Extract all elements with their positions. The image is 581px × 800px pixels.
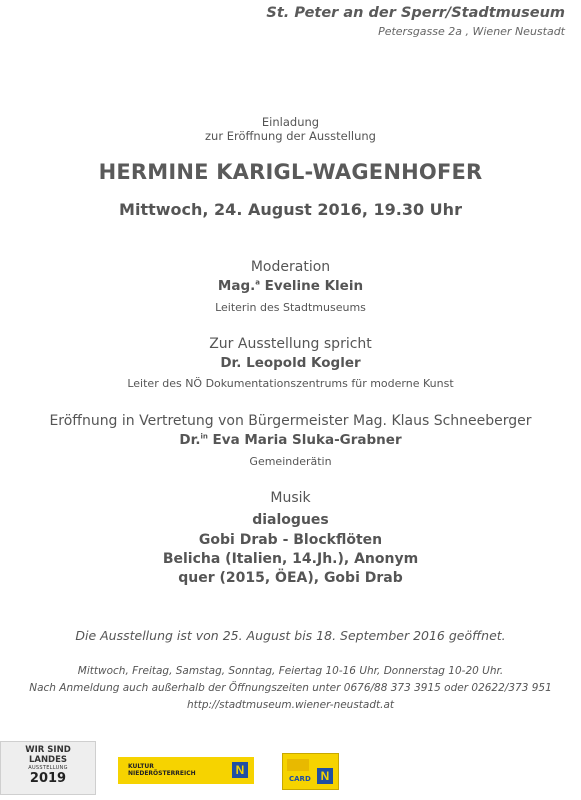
moderator-name: Mag.$^a$ Eveline Klein xyxy=(217,278,364,294)
artist-name: HERMINE KARIGL-WAGENHOFER xyxy=(98,160,483,184)
landesausstellung-logo xyxy=(0,741,96,795)
opening-hours: Mittwoch, Freitag, Samstag, Sonntag, Feiertag 10-16 Uhr, Donnerstag 10-20 Uhr. xyxy=(77,665,504,677)
landes-logo-year: 2019 xyxy=(29,771,67,786)
website-link[interactable]: http://stadtmuseum.wiener-neustadt.at xyxy=(186,699,395,711)
noe-n-icon: N xyxy=(317,768,333,784)
noe-n-icon: N xyxy=(232,762,248,778)
card-stripe-icon xyxy=(287,759,309,771)
venue-address: Petersgasse 2a , Wiener Neustadt xyxy=(378,25,565,38)
opening-heading: Eröffnung in Vertretung von Bürgermeister Mag. Klaus Schneeberger xyxy=(49,413,532,429)
music-line: dialogues xyxy=(252,512,329,528)
speaker-role: Leiter des NÖ Dokumentationszentrums für moderne Kunst xyxy=(127,377,454,390)
music-line: Gobi Drab - Blockflöten xyxy=(198,532,383,548)
music-line: quer (2015, ÖEA), Gobi Drab xyxy=(178,570,403,586)
appointment-info: Nach Anmeldung auch außerhalb der Öffnungszeiten unter 0676/88 373 3915 oder 02622/373 951 xyxy=(29,682,552,694)
opening-name: Dr.$^{in}$ Eva Maria Sluka-Grabner xyxy=(179,432,402,448)
moderation-heading: Moderation xyxy=(250,259,331,275)
landes-logo-line: LANDES xyxy=(28,755,68,765)
speaker-heading: Zur Ausstellung spricht xyxy=(209,336,372,352)
event-date: Mittwoch, 24. August 2016, 19.30 Uhr xyxy=(119,200,462,219)
venue-name: St. Peter an der Sperr/Stadtmuseum xyxy=(266,5,565,21)
landes-logo-line: WIR SIND xyxy=(25,745,71,755)
speaker-name: Dr. Leopold Kogler xyxy=(220,355,361,371)
music-line: Belicha (Italien, 14.Jh.), Anonym xyxy=(162,551,419,567)
kultur-logo-text: KULTUR NIEDERÖSTERREICH xyxy=(128,763,196,777)
invitation-label: Einladung xyxy=(261,115,320,129)
noe-card-logo xyxy=(282,753,339,790)
moderator-role: Leiterin des Stadtmuseums xyxy=(215,301,366,314)
opening-role: Gemeinderätin xyxy=(249,455,332,468)
exhibition-dates: Die Ausstellung ist von 25. August bis 18. September 2016 geöffnet. xyxy=(75,628,506,643)
card-logo-text: CARD xyxy=(289,775,311,783)
kultur-niederoesterreich-logo xyxy=(118,757,254,784)
landes-logo-line: AUSSTELLUNG xyxy=(28,765,68,771)
music-heading: Musik xyxy=(270,490,311,506)
invitation-subtitle: zur Eröffnung der Ausstellung xyxy=(205,129,376,143)
